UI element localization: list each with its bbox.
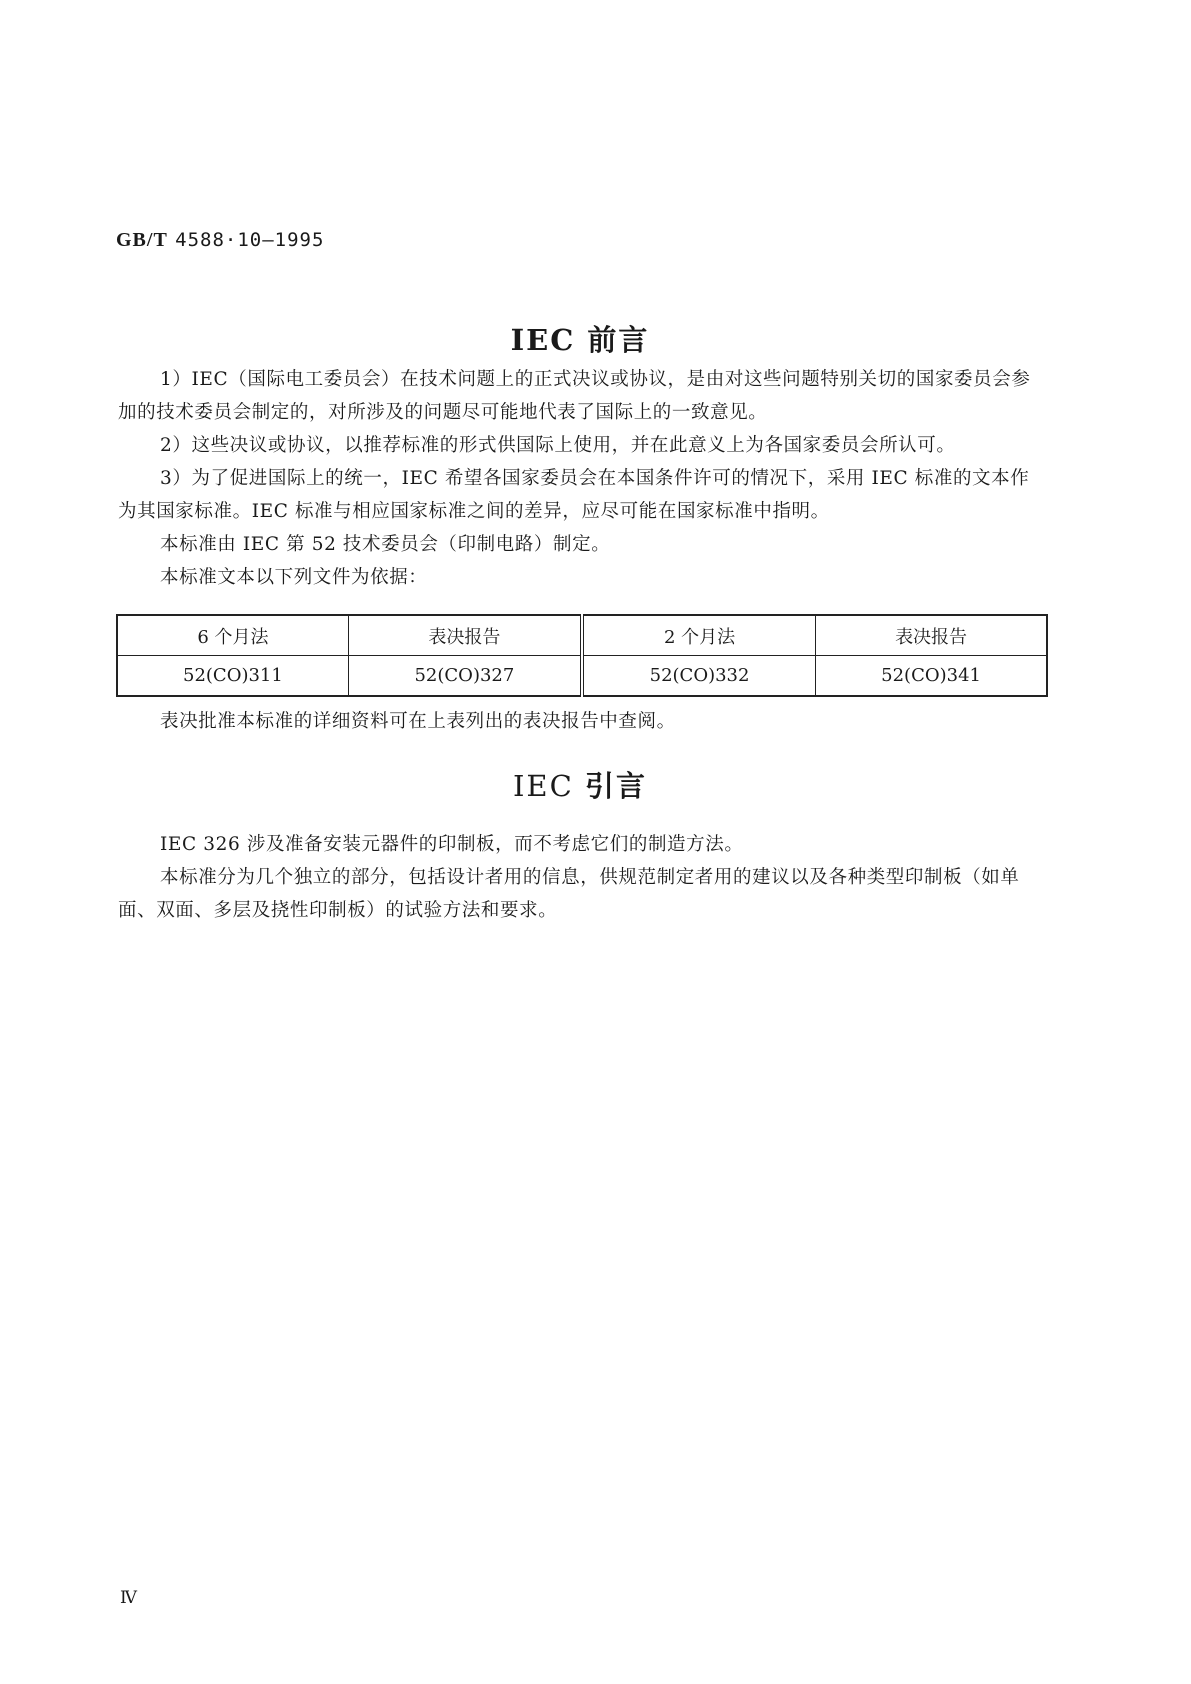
page-number: Ⅳ <box>120 1588 137 1608</box>
table-row <box>117 656 1047 697</box>
standard-code <box>116 227 324 252</box>
introduction-title-latin: IEC <box>512 769 574 803</box>
table-header-cell: 表决报告 <box>348 615 582 656</box>
foreword-after-table: 表决批准本标准的详细资料可在上表列出的表决报告中查阅。 <box>160 711 676 732</box>
introduction-title-cn: 引言 <box>585 769 648 803</box>
voting-documents-table <box>116 614 1048 697</box>
foreword-paragraph-2: 2）这些决议或协议，以推荐标准的形式供国际上使用，并在此意义上为各国家委员会所认可。 <box>160 435 956 456</box>
table-header-cell: 2 个月法 <box>582 615 816 656</box>
foreword-paragraph-1: 1）IEC（国际电工委员会）在技术问题上的正式决议或协议，是由对这些问题特别关切的国家委员会参加的技术委员会制定的，对所涉及的问题尽可能地代表了国际上的一致意见。 <box>118 369 1031 423</box>
foreword-paragraph-4: 本标准由 IEC 第 52 技术委员会（印制电路）制定。 <box>160 534 611 555</box>
foreword-paragraph-3: 3）为了促进国际上的统一，IEC 希望各国家委员会在本国条件许可的情况下，采用 IEC 标准的文本作为其国家标准。IEC 标准与相应国家标准之间的差异，应尽可能在国家标准中指明。 <box>118 468 1030 522</box>
table-header-row <box>117 615 1047 656</box>
table-cell: 52(CO)311 <box>117 656 348 697</box>
table-header-cell: 表决报告 <box>816 615 1047 656</box>
introduction-paragraph-1: IEC 326 涉及准备安装元器件的印制板，而不考虑它们的制造方法。 <box>160 834 744 855</box>
introduction-paragraph-2: 本标准分为几个独立的部分，包括设计者用的信息，供规范制定者用的建议以及各种类型印制板（如单面、双面、多层及挠性印制板）的试验方法和要求。 <box>118 867 1020 921</box>
foreword-title: IEC 前言 <box>510 323 650 357</box>
table-cell: 52(CO)341 <box>816 656 1047 697</box>
table-cell: 52(CO)332 <box>582 656 816 697</box>
foreword-paragraph-5: 本标准文本以下列文件为依据： <box>160 567 428 588</box>
standard-number: 4588·10—1995 <box>175 229 325 251</box>
table-header-cell: 6 个月法 <box>117 615 348 656</box>
table-cell: 52(CO)327 <box>348 656 582 697</box>
standard-prefix: GB/T <box>116 229 168 251</box>
introduction-title <box>0 764 1160 805</box>
